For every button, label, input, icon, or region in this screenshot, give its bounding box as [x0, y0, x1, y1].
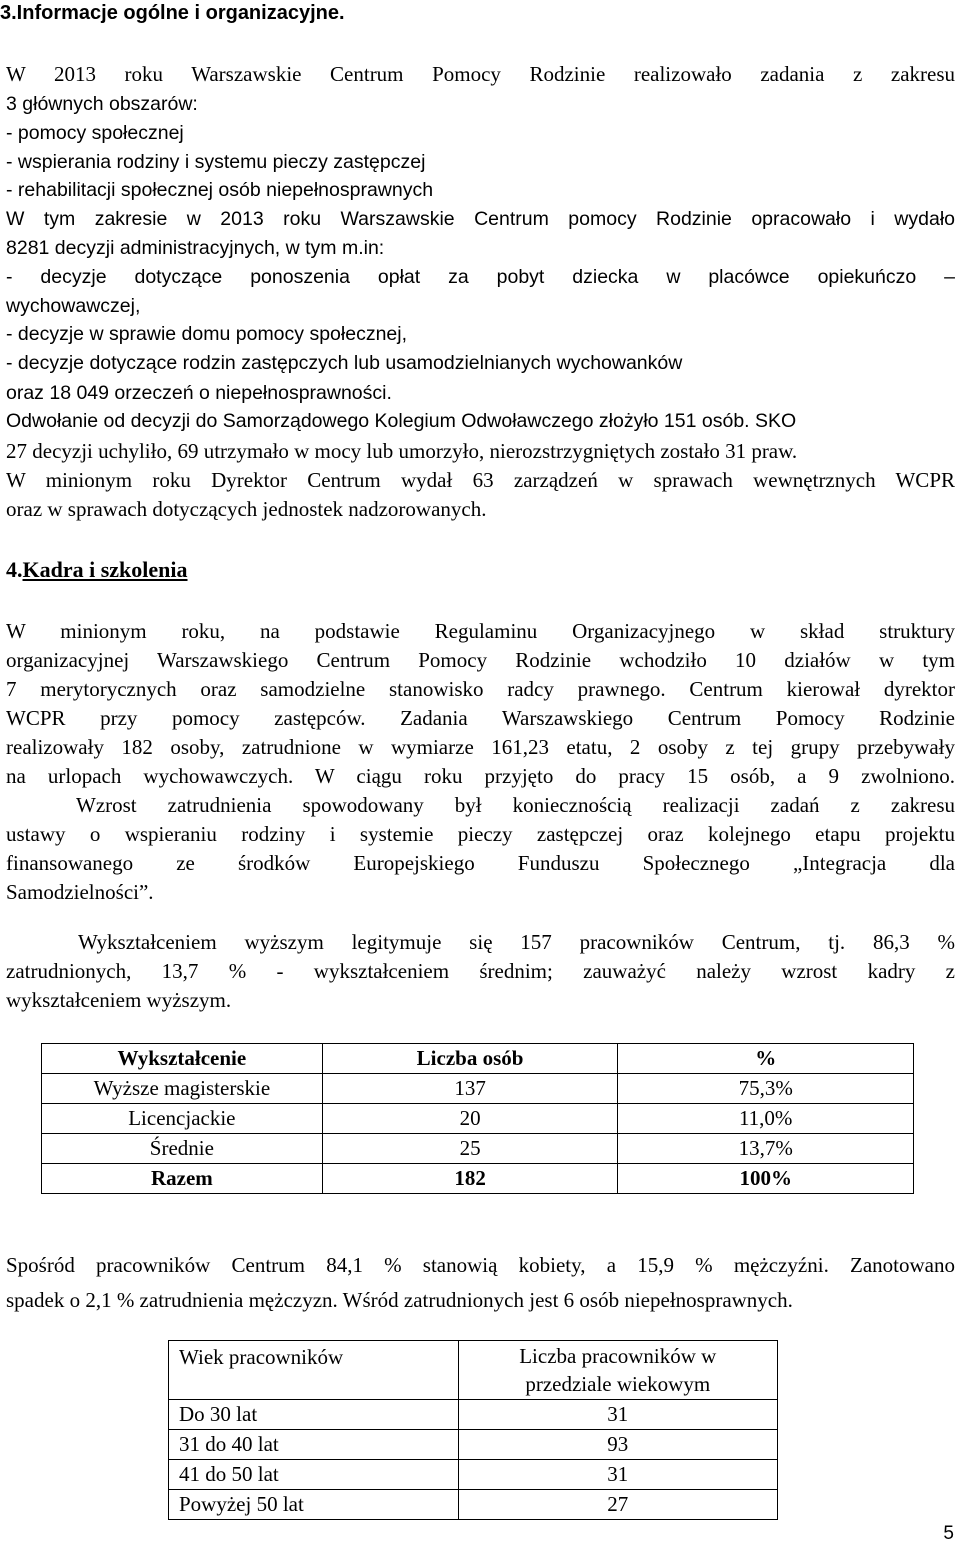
section-3-line: - decyzje dotyczące rodzin zastępczych lub usamodzielnianych wychowanków [6, 352, 683, 374]
section-4-line: Wzrost zatrudnienia spowodowany był koniecznością realizacji zadań z zakresu [76, 793, 955, 817]
education-table [41, 1043, 914, 1194]
section-4-title: Kadra i szkolenia [22, 557, 188, 582]
section-4-line: na urlopach wychowawczych. W ciągu roku przyjęto do pracy 15 osób, a 9 zwolniono. [6, 764, 955, 788]
section-3-line: 8281 decyzji administracyjnych, w tym m.in: [6, 237, 385, 259]
section-3-line: wychowawczej, [6, 295, 141, 317]
section-3-heading: 3.Informacje ogólne i organizacyjne. [0, 2, 345, 24]
table-cell: Powyżej 50 lat [169, 1490, 459, 1520]
header-count-line1: Liczba pracowników w [519, 1343, 717, 1368]
section-4-heading [6, 557, 188, 583]
section-4-line: wykształceniem wyższym. [6, 988, 232, 1012]
table-header-cell: Wykształcenie [42, 1044, 323, 1074]
table-header-row [42, 1044, 914, 1074]
section-3-line: Odwołanie od decyzji do Samorządowego Kolegium Odwoławczego złożyło 151 osób. SKO [6, 410, 797, 432]
table-header-cell: Wiek pracowników [169, 1341, 459, 1400]
table-cell: 13,7% [618, 1134, 914, 1164]
section-3-line: - wspierania rodziny i systemu pieczy zastępczej [6, 151, 426, 173]
section-4-line: Wykształceniem wyższym legitymuje się 157 pracowników Centrum, tj. 86,3 % [78, 930, 955, 954]
table-row [169, 1400, 778, 1430]
section-3-line: - pomocy społecznej [6, 122, 184, 144]
table-row [169, 1490, 778, 1520]
table-row [169, 1430, 778, 1460]
table-cell: Licencjackie [42, 1104, 323, 1134]
table-cell: Średnie [42, 1134, 323, 1164]
table-total-cell: 182 [322, 1164, 618, 1194]
section-4-line: organizacyjnej Warszawskiego Centrum Pomocy Rodzinie wchodziło 10 działów w tym [6, 648, 955, 672]
table-cell: 137 [322, 1074, 618, 1104]
table-header-cell: Liczba osób [322, 1044, 618, 1074]
section-3-line: - decyzje w sprawie domu pomocy społecznej, [6, 323, 408, 345]
table-row [42, 1074, 914, 1104]
table-header-row [169, 1341, 778, 1400]
age-table [168, 1340, 778, 1520]
section-3-line: 27 decyzji uchyliło, 69 utrzymało w mocy lub umorzyło, nierozstrzygniętych zostało 31 praw. [6, 439, 798, 463]
section-3-line: W 2013 roku Warszawskie Centrum Pomocy Rodzinie realizowało zadania z zakresu [6, 62, 955, 86]
table-row [42, 1104, 914, 1134]
table-cell: 27 [458, 1490, 777, 1520]
section-4-line: spadek o 2,1 % zatrudnienia mężczyzn. Wśród zatrudnionych jest 6 osób niepełnosprawnych. [6, 1288, 793, 1312]
section-4-line: ustawy o wspieraniu rodziny i systemie pieczy zastępczej oraz kolejnego etapu projektu [6, 822, 955, 846]
table-cell: 31 [458, 1400, 777, 1430]
section-3-line: oraz 18 049 orzeczeń o niepełnosprawności. [6, 382, 392, 404]
page-number: 5 [943, 1523, 954, 1544]
table-row [42, 1134, 914, 1164]
section-4-line: zatrudnionych, 13,7 % - wykształceniem średnim; zauważyć należy wzrost kadry z [6, 959, 955, 983]
section-3-line: - rehabilitacji społecznej osób niepełnosprawnych [6, 179, 434, 201]
table-header-cell [458, 1341, 777, 1400]
table-cell: 75,3% [618, 1074, 914, 1104]
table-cell: Do 30 lat [169, 1400, 459, 1430]
table-total-cell: Razem [42, 1164, 323, 1194]
table-total-row [42, 1164, 914, 1194]
section-4-line: Spośród pracowników Centrum 84,1 % stanowią kobiety, a 15,9 % mężczyźni. Zanotowano [6, 1253, 955, 1277]
section-4-number: 4. [6, 557, 23, 582]
table-row [169, 1460, 778, 1490]
section-3-line: oraz w sprawach dotyczących jednostek nadzorowanych. [6, 497, 487, 521]
table-cell: 31 [458, 1460, 777, 1490]
table-cell: 25 [322, 1134, 618, 1164]
section-4-line: WCPR przy pomocy zastępców. Zadania Warszawskiego Centrum Pomocy Rodzinie [6, 706, 955, 730]
section-4-line: realizowały 182 osoby, zatrudnione w wymiarze 161,23 etatu, 2 osoby z tej grupy przebywały [6, 735, 955, 759]
section-4-line: W minionym roku, na podstawie Regulaminu Organizacyjnego w skład struktury [6, 619, 955, 643]
header-count-line2: przedziale wiekowym [525, 1372, 711, 1396]
table-cell: 11,0% [618, 1104, 914, 1134]
section-4-line: finansowanego ze środków Europejskiego Funduszu Społecznego „Integracja dla [6, 851, 955, 875]
table-cell: 41 do 50 lat [169, 1460, 459, 1490]
section-3-line: 3 głównych obszarów: [6, 93, 198, 115]
table-cell: 31 do 40 lat [169, 1430, 459, 1460]
table-cell: Wyższe magisterskie [42, 1074, 323, 1104]
section-3-line: - decyzje dotyczące ponoszenia opłat za pobyt dziecka w placówce opiekuńczo – [6, 266, 955, 288]
section-3-line: W minionym roku Dyrektor Centrum wydał 63 zarządzeń w sprawach wewnętrznych WCPR [6, 468, 955, 492]
table-header-cell: % [618, 1044, 914, 1074]
section-4-line: Samodzielności”. [6, 880, 154, 904]
section-3-line: W tym zakresie w 2013 roku Warszawskie Centrum pomocy Rodzinie opracowało i wydało [6, 208, 955, 230]
table-total-cell: 100% [618, 1164, 914, 1194]
section-4-line: 7 merytorycznych oraz samodzielne stanowisko radcy prawnego. Centrum kierował dyrektor [6, 677, 955, 701]
table-cell: 20 [322, 1104, 618, 1134]
table-cell: 93 [458, 1430, 777, 1460]
